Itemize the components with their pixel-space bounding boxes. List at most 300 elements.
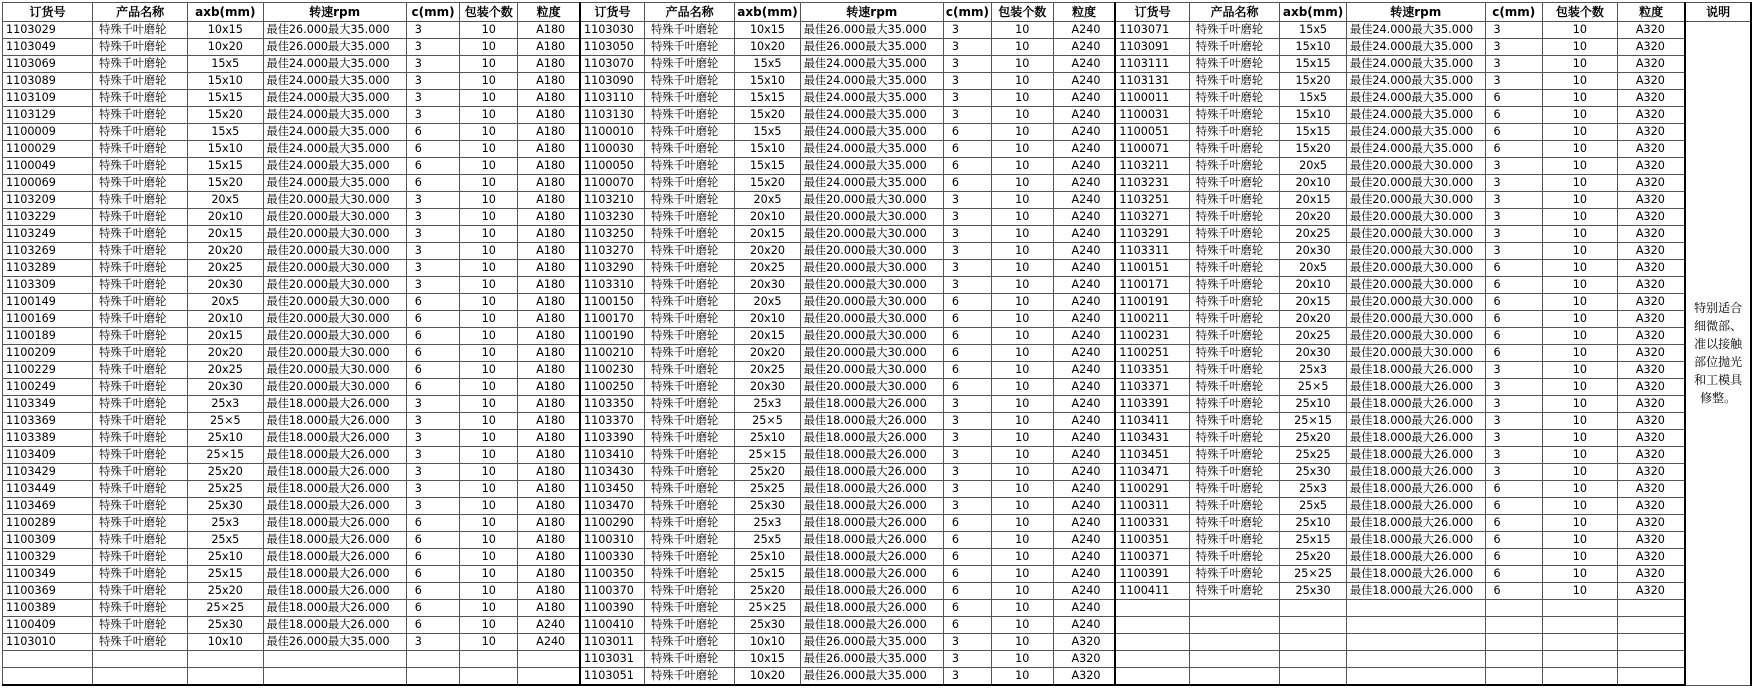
cell-pack-qty: 10 [460, 464, 518, 481]
cell-size-axb: 25x3 [735, 396, 800, 413]
cell-speed-rpm: 最佳24.000最大35.000 [1347, 107, 1485, 124]
cell-grit: A180 [518, 464, 580, 481]
cell-product-name: 特殊千叶磨轮 [645, 328, 735, 345]
cell-grit: A240 [1053, 566, 1115, 583]
cell-shank-c: 3 [943, 413, 991, 430]
cell-size-axb: 25x30 [188, 498, 263, 515]
cell-size-axb: 20x30 [188, 277, 263, 294]
cell-size-axb: 20x30 [735, 277, 800, 294]
cell-size-axb: 20x10 [1280, 277, 1347, 294]
cell-pack-qty: 10 [992, 345, 1054, 362]
cell-product-name: 特殊千叶磨轮 [93, 379, 188, 396]
cell-size-axb: 20x30 [188, 379, 263, 396]
cell-shank-c: 3 [406, 243, 460, 260]
column-header-speed-rpm: 转速rpm [263, 3, 406, 22]
cell-grit: A320 [1617, 124, 1685, 141]
cell-size-axb: 15x20 [1280, 141, 1347, 158]
cell-order-code: 1103431 [1115, 430, 1189, 447]
cell-speed-rpm: 最佳18.000最大26.000 [1347, 413, 1485, 430]
cell-product-name: 特殊千叶磨轮 [93, 73, 188, 90]
cell-product-name: 特殊千叶磨轮 [1189, 583, 1279, 600]
cell-grit: A320 [1617, 22, 1685, 39]
cell-pack-qty: 10 [1543, 141, 1618, 158]
cell-pack-qty: 10 [1543, 549, 1618, 566]
cell-order-code: 1100369 [3, 583, 93, 600]
cell-grit: A240 [1053, 549, 1115, 566]
cell-pack-qty: 10 [460, 396, 518, 413]
cell-grit: A180 [518, 260, 580, 277]
cell-speed-rpm: 最佳18.000最大26.000 [263, 583, 406, 600]
cell-size-axb: 25x5 [1280, 498, 1347, 515]
cell-pack-qty: 10 [460, 294, 518, 311]
cell-speed-rpm: 最佳18.000最大26.000 [1347, 362, 1485, 379]
cell-product-name: 特殊千叶磨轮 [93, 90, 188, 107]
column-header-speed-rpm: 转速rpm [800, 3, 943, 22]
cell-speed-rpm: 最佳20.000最大30.000 [1347, 175, 1485, 192]
cell-grit: A240 [1053, 294, 1115, 311]
cell-grit: A240 [1053, 311, 1115, 328]
cell-speed-rpm: 最佳24.000最大35.000 [1347, 90, 1485, 107]
cell-size-axb: 25x10 [735, 430, 800, 447]
cell-empty [1280, 634, 1347, 651]
cell-size-axb: 20x15 [188, 328, 263, 345]
cell-pack-qty: 10 [1543, 430, 1618, 447]
cell-pack-qty: 10 [992, 617, 1054, 634]
cell-order-code: 1103270 [580, 243, 645, 260]
cell-shank-c: 3 [943, 634, 991, 651]
cell-speed-rpm: 最佳24.000最大35.000 [800, 175, 943, 192]
cell-speed-rpm: 最佳24.000最大35.000 [263, 107, 406, 124]
cell-shank-c: 6 [943, 549, 991, 566]
cell-order-code: 1103310 [580, 277, 645, 294]
cell-shank-c: 6 [943, 532, 991, 549]
cell-pack-qty: 10 [992, 413, 1054, 430]
cell-pack-qty: 10 [992, 532, 1054, 549]
cell-product-name: 特殊千叶磨轮 [1189, 362, 1279, 379]
cell-shank-c: 6 [1485, 260, 1542, 277]
cell-size-axb: 15x20 [188, 107, 263, 124]
cell-empty [1617, 617, 1685, 634]
cell-pack-qty: 10 [460, 447, 518, 464]
cell-product-name: 特殊千叶磨轮 [1189, 226, 1279, 243]
cell-product-name: 特殊千叶磨轮 [93, 430, 188, 447]
cell-shank-c: 3 [943, 447, 991, 464]
cell-grit: A240 [1053, 498, 1115, 515]
cell-speed-rpm: 最佳18.000最大26.000 [263, 447, 406, 464]
cell-pack-qty: 10 [1543, 107, 1618, 124]
cell-product-name: 特殊千叶磨轮 [1189, 311, 1279, 328]
cell-pack-qty: 10 [1543, 583, 1618, 600]
cell-grit: A240 [1053, 209, 1115, 226]
cell-shank-c: 6 [406, 532, 460, 549]
cell-pack-qty: 10 [460, 56, 518, 73]
cell-product-name: 特殊千叶磨轮 [93, 56, 188, 73]
cell-pack-qty: 10 [992, 447, 1054, 464]
column-header-product-name: 产品名称 [645, 3, 735, 22]
cell-order-code: 1103409 [3, 447, 93, 464]
cell-product-name: 特殊千叶磨轮 [93, 141, 188, 158]
cell-grit: A320 [1053, 634, 1115, 651]
cell-speed-rpm: 最佳24.000最大35.000 [1347, 39, 1485, 56]
table-row [3, 328, 1752, 345]
cell-size-axb: 25×5 [1280, 379, 1347, 396]
cell-order-code: 1103211 [1115, 158, 1189, 175]
cell-product-name: 特殊千叶磨轮 [1189, 209, 1279, 226]
cell-pack-qty: 10 [992, 549, 1054, 566]
column-header-size-axb: axb(mm) [188, 3, 263, 22]
cell-shank-c: 6 [1485, 481, 1542, 498]
cell-speed-rpm: 最佳24.000最大35.000 [263, 158, 406, 175]
cell-empty [1115, 617, 1189, 634]
cell-pack-qty: 10 [1543, 464, 1618, 481]
cell-shank-c: 3 [406, 192, 460, 209]
cell-order-code: 1103091 [1115, 39, 1189, 56]
cell-pack-qty: 10 [1543, 277, 1618, 294]
cell-product-name: 特殊千叶磨轮 [1189, 90, 1279, 107]
cell-pack-qty: 10 [460, 39, 518, 56]
cell-shank-c: 3 [406, 226, 460, 243]
cell-shank-c: 3 [1485, 22, 1542, 39]
cell-pack-qty: 10 [460, 634, 518, 651]
cell-grit: A240 [1053, 124, 1115, 141]
cell-product-name: 特殊千叶磨轮 [1189, 481, 1279, 498]
cell-order-code: 1103231 [1115, 175, 1189, 192]
cell-order-code: 1103069 [3, 56, 93, 73]
cell-order-code: 1100370 [580, 583, 645, 600]
cell-product-name: 特殊千叶磨轮 [1189, 345, 1279, 362]
cell-shank-c: 3 [1485, 73, 1542, 90]
cell-order-code: 1100011 [1115, 90, 1189, 107]
cell-shank-c: 3 [406, 209, 460, 226]
table-row [3, 651, 1752, 668]
cell-grit: A320 [1617, 566, 1685, 583]
cell-shank-c: 6 [406, 311, 460, 328]
cell-speed-rpm: 最佳20.000最大30.000 [800, 328, 943, 345]
cell-pack-qty: 10 [992, 294, 1054, 311]
cell-grit: A240 [1053, 583, 1115, 600]
cell-pack-qty: 10 [1543, 515, 1618, 532]
cell-grit: A320 [1617, 294, 1685, 311]
cell-grit: A240 [1053, 22, 1115, 39]
cell-order-code: 1103249 [3, 226, 93, 243]
cell-empty [518, 668, 580, 686]
cell-shank-c: 3 [406, 39, 460, 56]
cell-pack-qty: 10 [992, 107, 1054, 124]
cell-shank-c: 6 [1485, 328, 1542, 345]
cell-size-axb: 10x10 [735, 634, 800, 651]
cell-grit: A240 [1053, 107, 1115, 124]
cell-pack-qty: 10 [992, 158, 1054, 175]
cell-order-code: 1100250 [580, 379, 645, 396]
cell-speed-rpm: 最佳20.000最大30.000 [1347, 345, 1485, 362]
product-spec-table [2, 2, 1752, 686]
cell-shank-c: 3 [943, 260, 991, 277]
cell-speed-rpm: 最佳18.000最大26.000 [1347, 566, 1485, 583]
cell-order-code: 1103049 [3, 39, 93, 56]
cell-grit: A320 [1617, 175, 1685, 192]
cell-speed-rpm: 最佳24.000最大35.000 [800, 73, 943, 90]
cell-pack-qty: 10 [460, 243, 518, 260]
cell-order-code: 1103389 [3, 430, 93, 447]
cell-shank-c: 3 [1485, 413, 1542, 430]
cell-grit: A240 [1053, 158, 1115, 175]
cell-shank-c: 6 [1485, 277, 1542, 294]
cell-order-code: 1103090 [580, 73, 645, 90]
cell-grit: A240 [1053, 413, 1115, 430]
cell-pack-qty: 10 [992, 260, 1054, 277]
cell-product-name: 特殊千叶磨轮 [645, 549, 735, 566]
cell-order-code: 1103309 [3, 277, 93, 294]
table-row [3, 124, 1752, 141]
cell-grit: A180 [518, 90, 580, 107]
cell-grit: A320 [1617, 532, 1685, 549]
cell-order-code: 1103450 [580, 481, 645, 498]
cell-speed-rpm: 最佳18.000最大26.000 [800, 447, 943, 464]
cell-shank-c: 6 [1485, 107, 1542, 124]
cell-order-code: 1100051 [1115, 124, 1189, 141]
cell-product-name: 特殊千叶磨轮 [93, 277, 188, 294]
cell-pack-qty: 10 [1543, 362, 1618, 379]
column-header-size-axb: axb(mm) [735, 3, 800, 22]
cell-grit: A320 [1617, 277, 1685, 294]
cell-size-axb: 15x10 [735, 141, 800, 158]
cell-grit: A240 [1053, 328, 1115, 345]
cell-size-axb: 15x15 [1280, 124, 1347, 141]
cell-order-code: 1100050 [580, 158, 645, 175]
cell-pack-qty: 10 [992, 379, 1054, 396]
cell-pack-qty: 10 [460, 277, 518, 294]
cell-shank-c: 3 [1485, 447, 1542, 464]
cell-size-axb: 25x20 [188, 583, 263, 600]
cell-speed-rpm: 最佳18.000最大26.000 [1347, 379, 1485, 396]
cell-speed-rpm: 最佳18.000最大26.000 [1347, 447, 1485, 464]
cell-grit: A180 [518, 447, 580, 464]
cell-speed-rpm: 最佳18.000最大26.000 [263, 413, 406, 430]
cell-shank-c: 6 [1485, 549, 1542, 566]
cell-pack-qty: 10 [1543, 124, 1618, 141]
cell-grit: A240 [1053, 192, 1115, 209]
cell-order-code: 1103311 [1115, 243, 1189, 260]
cell-pack-qty: 10 [992, 277, 1054, 294]
cell-empty [1347, 600, 1485, 617]
cell-pack-qty: 10 [992, 209, 1054, 226]
cell-empty [1115, 634, 1189, 651]
column-header-shank-c: c(mm) [406, 3, 460, 22]
cell-pack-qty: 10 [992, 481, 1054, 498]
cell-pack-qty: 10 [992, 141, 1054, 158]
cell-grit: A320 [1617, 311, 1685, 328]
cell-speed-rpm: 最佳20.000最大30.000 [263, 362, 406, 379]
cell-empty [1485, 600, 1542, 617]
cell-order-code: 1100229 [3, 362, 93, 379]
cell-shank-c: 3 [943, 56, 991, 73]
cell-speed-rpm: 最佳20.000最大30.000 [1347, 260, 1485, 277]
cell-empty [460, 668, 518, 686]
cell-product-name: 特殊千叶磨轮 [645, 158, 735, 175]
cell-speed-rpm: 最佳24.000最大35.000 [263, 56, 406, 73]
cell-size-axb: 25x30 [188, 617, 263, 634]
cell-pack-qty: 10 [460, 379, 518, 396]
cell-grit: A240 [1053, 243, 1115, 260]
cell-pack-qty: 10 [992, 600, 1054, 617]
cell-shank-c: 6 [943, 311, 991, 328]
cell-product-name: 特殊千叶磨轮 [645, 73, 735, 90]
cell-speed-rpm: 最佳24.000最大35.000 [800, 90, 943, 107]
cell-empty [1485, 651, 1542, 668]
cell-shank-c: 3 [1485, 192, 1542, 209]
cell-order-code: 1100289 [3, 515, 93, 532]
cell-speed-rpm: 最佳20.000最大30.000 [263, 192, 406, 209]
cell-size-axb: 15x15 [735, 90, 800, 107]
cell-empty [1485, 617, 1542, 634]
cell-order-code: 1103209 [3, 192, 93, 209]
cell-grit: A180 [518, 345, 580, 362]
cell-size-axb: 15x10 [1280, 39, 1347, 56]
table-row [3, 73, 1752, 90]
cell-pack-qty: 10 [1543, 56, 1618, 73]
cell-size-axb: 25x5 [188, 532, 263, 549]
cell-order-code: 1100049 [3, 158, 93, 175]
table-row [3, 413, 1752, 430]
cell-size-axb: 20x5 [188, 192, 263, 209]
cell-pack-qty: 10 [992, 668, 1054, 686]
cell-empty [3, 651, 93, 668]
cell-product-name: 特殊千叶磨轮 [93, 39, 188, 56]
cell-empty [1543, 617, 1618, 634]
cell-order-code: 1100350 [580, 566, 645, 583]
cell-empty [1617, 634, 1685, 651]
cell-shank-c: 3 [943, 192, 991, 209]
table-row [3, 175, 1752, 192]
table-row [3, 209, 1752, 226]
cell-grit: A240 [1053, 56, 1115, 73]
cell-shank-c: 3 [1485, 396, 1542, 413]
cell-order-code: 1103289 [3, 260, 93, 277]
cell-size-axb: 10x20 [735, 39, 800, 56]
cell-product-name: 特殊千叶磨轮 [645, 430, 735, 447]
cell-grit: A180 [518, 294, 580, 311]
cell-size-axb: 20x15 [188, 226, 263, 243]
cell-order-code: 1103210 [580, 192, 645, 209]
cell-order-code: 1100029 [3, 141, 93, 158]
cell-shank-c: 6 [406, 294, 460, 311]
cell-pack-qty: 10 [992, 73, 1054, 90]
cell-grit: A180 [518, 73, 580, 90]
cell-grit: A320 [1617, 396, 1685, 413]
cell-size-axb: 15x10 [1280, 107, 1347, 124]
cell-grit: A180 [518, 56, 580, 73]
table-row [3, 56, 1752, 73]
cell-shank-c: 6 [943, 379, 991, 396]
cell-shank-c: 6 [406, 617, 460, 634]
cell-shank-c: 3 [943, 226, 991, 243]
cell-grit: A320 [1617, 56, 1685, 73]
cell-speed-rpm: 最佳26.000最大35.000 [800, 22, 943, 39]
cell-order-code: 1103369 [3, 413, 93, 430]
cell-speed-rpm: 最佳18.000最大26.000 [1347, 515, 1485, 532]
cell-product-name: 特殊千叶磨轮 [645, 90, 735, 107]
cell-pack-qty: 10 [1543, 39, 1618, 56]
cell-order-code: 1103429 [3, 464, 93, 481]
cell-product-name: 特殊千叶磨轮 [93, 583, 188, 600]
cell-speed-rpm: 最佳20.000最大30.000 [800, 362, 943, 379]
cell-shank-c: 6 [406, 175, 460, 192]
cell-shank-c: 6 [943, 566, 991, 583]
cell-product-name: 特殊千叶磨轮 [93, 362, 188, 379]
cell-order-code: 1100309 [3, 532, 93, 549]
cell-speed-rpm: 最佳18.000最大26.000 [800, 481, 943, 498]
cell-shank-c: 3 [406, 464, 460, 481]
cell-pack-qty: 10 [460, 73, 518, 90]
cell-speed-rpm: 最佳20.000最大30.000 [263, 379, 406, 396]
cell-order-code: 1103251 [1115, 192, 1189, 209]
table-row [3, 600, 1752, 617]
cell-order-code: 1103129 [3, 107, 93, 124]
cell-order-code: 1100070 [580, 175, 645, 192]
cell-size-axb: 15x5 [1280, 22, 1347, 39]
cell-pack-qty: 10 [460, 515, 518, 532]
cell-grit: A240 [1053, 600, 1115, 617]
cell-pack-qty: 10 [460, 345, 518, 362]
cell-size-axb: 25x25 [188, 481, 263, 498]
cell-shank-c: 3 [1485, 243, 1542, 260]
cell-speed-rpm: 最佳18.000最大26.000 [1347, 481, 1485, 498]
cell-size-axb: 25x25 [1280, 447, 1347, 464]
table-row [3, 481, 1752, 498]
cell-size-axb: 20x5 [188, 294, 263, 311]
cell-pack-qty: 10 [1543, 328, 1618, 345]
cell-speed-rpm: 最佳20.000最大30.000 [263, 209, 406, 226]
cell-order-code: 1103089 [3, 73, 93, 90]
note-text: 特别适合细微部、准以接触部位抛光和工模具修整。 [1685, 22, 1751, 686]
cell-shank-c: 6 [943, 124, 991, 141]
cell-pack-qty: 10 [460, 192, 518, 209]
cell-order-code: 1100410 [580, 617, 645, 634]
cell-product-name: 特殊千叶磨轮 [1189, 107, 1279, 124]
cell-order-code: 1100409 [3, 617, 93, 634]
cell-pack-qty: 10 [1543, 192, 1618, 209]
cell-speed-rpm: 最佳20.000最大30.000 [263, 294, 406, 311]
table-row [3, 668, 1752, 686]
cell-shank-c: 6 [406, 124, 460, 141]
cell-pack-qty: 10 [992, 175, 1054, 192]
cell-order-code: 1103471 [1115, 464, 1189, 481]
cell-order-code: 1100071 [1115, 141, 1189, 158]
cell-speed-rpm: 最佳18.000最大26.000 [1347, 549, 1485, 566]
cell-shank-c: 6 [406, 328, 460, 345]
cell-speed-rpm: 最佳20.000最大30.000 [800, 345, 943, 362]
cell-pack-qty: 10 [460, 124, 518, 141]
cell-size-axb: 25x10 [188, 549, 263, 566]
cell-product-name: 特殊千叶磨轮 [93, 413, 188, 430]
cell-order-code: 1103411 [1115, 413, 1189, 430]
cell-shank-c: 6 [943, 600, 991, 617]
table-row [3, 345, 1752, 362]
cell-order-code: 1100150 [580, 294, 645, 311]
cell-grit: A320 [1617, 107, 1685, 124]
cell-product-name: 特殊千叶磨轮 [93, 107, 188, 124]
cell-speed-rpm: 最佳20.000最大30.000 [263, 277, 406, 294]
cell-size-axb: 20x5 [735, 192, 800, 209]
cell-pack-qty: 10 [1543, 345, 1618, 362]
cell-product-name: 特殊千叶磨轮 [645, 379, 735, 396]
cell-speed-rpm: 最佳24.000最大35.000 [800, 141, 943, 158]
cell-product-name: 特殊千叶磨轮 [93, 175, 188, 192]
cell-size-axb: 25x10 [1280, 515, 1347, 532]
column-header-order-code: 订货号 [1115, 3, 1189, 22]
cell-grit: A180 [518, 175, 580, 192]
cell-empty [3, 668, 93, 686]
